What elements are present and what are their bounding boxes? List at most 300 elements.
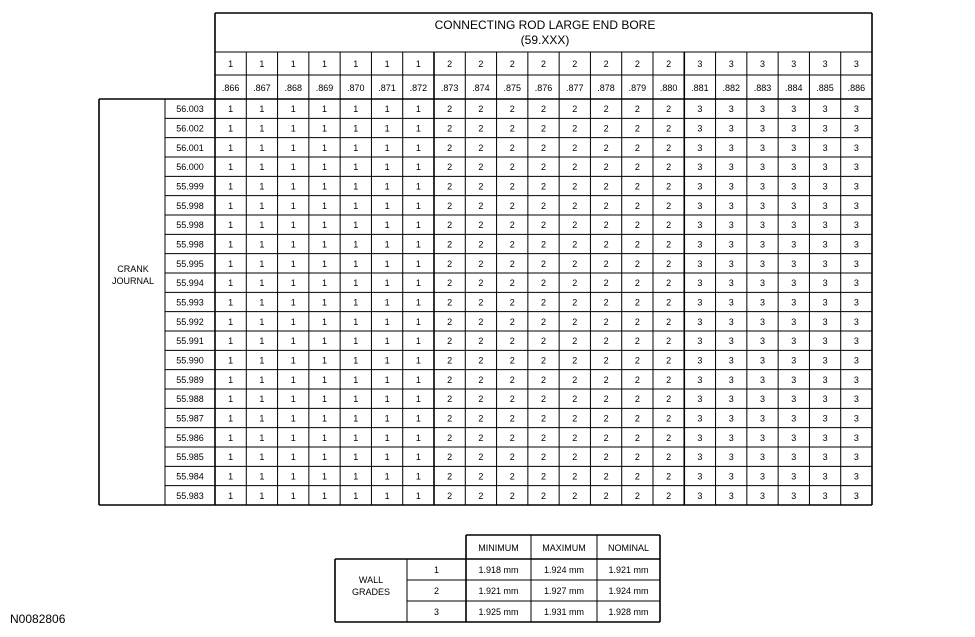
bore-grade-header: 1 (321, 59, 328, 69)
grade-cell: 3 (759, 355, 766, 366)
grade-cell: 3 (822, 142, 828, 153)
grade-cell: 1 (321, 278, 328, 289)
grade-cell: 1 (415, 394, 421, 405)
grade-cell: 2 (478, 355, 484, 366)
bore-value-header: .886 (847, 83, 866, 93)
grade-cell: 3 (697, 471, 703, 482)
grade-cell: 2 (666, 123, 672, 134)
bore-grade-header: 1 (259, 59, 265, 69)
grade-cell: 2 (509, 278, 515, 289)
grade-cell: 2 (666, 374, 672, 385)
grade-cell: 1 (415, 490, 421, 501)
grade-cell: 2 (666, 104, 672, 115)
grade-cell: 3 (697, 278, 703, 289)
grade-cell: 1 (384, 181, 390, 192)
grade-cell: 1 (415, 200, 421, 211)
grade-cell: 3 (697, 336, 703, 347)
grade-cell: 3 (759, 432, 766, 443)
grade-cell: 1 (384, 432, 390, 443)
grade-cell: 1 (384, 104, 390, 115)
grade-cell: 2 (540, 471, 547, 482)
journal-value: 56.001 (176, 142, 204, 153)
grade-cell: 1 (228, 181, 234, 192)
grade-cell: 2 (478, 258, 484, 269)
grade-cell: 1 (353, 258, 359, 269)
grade-cell: 3 (697, 123, 703, 134)
wall-min: 1.925 mm (478, 607, 519, 617)
table-title: CONNECTING ROD LARGE END BORE (434, 18, 656, 32)
grade-cell: 1 (259, 452, 265, 463)
grade-cell: 2 (603, 452, 609, 463)
wall-min: 1.918 mm (478, 565, 519, 575)
grade-cell: 3 (822, 239, 828, 250)
journal-value: 55.988 (176, 394, 204, 405)
grade-cell: 1 (384, 355, 390, 366)
grade-cell: 1 (321, 200, 328, 211)
grade-cell: 2 (666, 394, 672, 405)
grade-cell: 1 (415, 239, 421, 250)
grade-cell: 3 (822, 297, 828, 308)
grade-cell: 3 (697, 258, 703, 269)
grade-cell: 2 (666, 220, 672, 231)
grade-cell: 3 (791, 452, 797, 463)
grade-cell: 2 (634, 239, 640, 250)
grade-cell: 2 (634, 355, 640, 366)
grade-cell: 2 (509, 336, 515, 347)
grade-cell: 1 (228, 297, 234, 308)
grade-cell: 2 (447, 258, 453, 269)
journal-label: JOURNAL (111, 276, 155, 286)
grade-cell: 3 (728, 200, 734, 211)
grade-cell: 2 (666, 490, 672, 501)
grade-cell: 3 (822, 278, 828, 289)
grade-cell: 2 (634, 452, 640, 463)
grade-cell: 1 (353, 142, 359, 153)
grade-cell: 1 (321, 336, 328, 347)
table-subtitle: (59.XXX) (520, 33, 570, 47)
grade-cell: 3 (759, 258, 766, 269)
grade-cell: 1 (259, 432, 265, 443)
grade-cell: 3 (728, 394, 734, 405)
grade-cell: 3 (853, 142, 859, 153)
grade-cell: 3 (853, 239, 859, 250)
grade-cell: 3 (759, 162, 766, 173)
grade-cell: 2 (572, 181, 578, 192)
grade-cell: 3 (759, 452, 766, 463)
grade-cell: 2 (666, 432, 672, 443)
grade-cell: 1 (290, 142, 296, 153)
grade-cell: 1 (290, 413, 296, 424)
grade-cell: 3 (697, 104, 703, 115)
grade-cell: 2 (634, 104, 640, 115)
grade-cell: 3 (822, 258, 828, 269)
grade-cell: 1 (228, 123, 234, 134)
journal-value: 55.991 (176, 336, 204, 347)
grade-cell: 1 (228, 336, 234, 347)
grade-cell: 3 (759, 142, 766, 153)
grade-cell: 3 (697, 490, 703, 501)
grade-cell: 1 (259, 123, 265, 134)
grade-cell: 1 (353, 316, 359, 327)
grade-cell: 2 (540, 490, 547, 501)
grade-cell: 1 (415, 104, 421, 115)
grade-cell: 3 (791, 200, 797, 211)
bore-value-header: .872 (409, 83, 428, 93)
grade-cell: 1 (259, 471, 265, 482)
grade-cell: 2 (572, 278, 578, 289)
grade-cell: 2 (572, 336, 578, 347)
journal-value: 55.984 (176, 471, 204, 482)
grade-cell: 2 (603, 297, 609, 308)
bore-grade-header: 2 (540, 59, 547, 69)
grade-cell: 3 (853, 452, 859, 463)
grade-cell: 2 (478, 297, 484, 308)
grade-cell: 2 (447, 336, 453, 347)
grade-cell: 3 (728, 278, 734, 289)
grade-cell: 1 (228, 142, 234, 153)
grade-cell: 1 (415, 316, 421, 327)
grade-cell: 1 (353, 239, 359, 250)
grade-cell: 2 (540, 162, 547, 173)
grade-cell: 3 (728, 220, 734, 231)
bore-grade-header: 2 (634, 59, 640, 69)
grade-cell: 3 (853, 355, 859, 366)
grade-cell: 2 (603, 374, 609, 385)
grade-cell: 2 (572, 200, 578, 211)
grade-cell: 2 (540, 142, 547, 153)
grade-cell: 2 (540, 278, 547, 289)
grade-cell: 1 (228, 278, 234, 289)
grade-cell: 3 (822, 104, 828, 115)
wall-header: MINIMUM (478, 543, 519, 553)
journal-value: 55.989 (176, 374, 204, 385)
grade-cell: 1 (259, 297, 265, 308)
journal-value: 55.992 (176, 316, 204, 327)
journal-value: 55.994 (176, 278, 204, 289)
grade-cell: 1 (384, 200, 390, 211)
grade-cell: 3 (728, 413, 734, 424)
grade-cell: 2 (478, 316, 484, 327)
bore-value-header: .881 (691, 83, 709, 93)
bore-value-header: .866 (221, 83, 240, 93)
grade-cell: 1 (353, 452, 359, 463)
grade-cell: 2 (478, 200, 484, 211)
grade-cell: 1 (415, 471, 421, 482)
bore-grade-header: 3 (791, 59, 797, 69)
grade-cell: 3 (853, 297, 859, 308)
grade-cell: 2 (634, 394, 640, 405)
grade-cell: 3 (697, 200, 703, 211)
bore-grade-header: 1 (415, 59, 421, 69)
grade-cell: 3 (822, 394, 828, 405)
grade-cell: 3 (697, 452, 703, 463)
grade-cell: 3 (791, 374, 797, 385)
bore-value-header: .878 (597, 83, 615, 93)
grade-cell: 2 (666, 200, 672, 211)
grade-cell: 1 (228, 316, 234, 327)
grade-cell: 2 (603, 104, 609, 115)
grade-cell: 1 (290, 490, 296, 501)
bore-value-header: .883 (753, 83, 772, 93)
grade-cell: 2 (447, 200, 453, 211)
grade-cell: 3 (791, 336, 797, 347)
grade-cell: 3 (759, 394, 766, 405)
bore-value-header: .870 (347, 83, 365, 93)
grade-cell: 1 (321, 239, 328, 250)
grade-cell: 2 (540, 413, 547, 424)
grade-cell: 1 (353, 200, 359, 211)
grade-cell: 2 (540, 316, 547, 327)
wall-grade: 2 (433, 586, 440, 596)
grid-cells (176, 59, 865, 501)
grade-cell: 3 (728, 336, 734, 347)
journal-value: 55.983 (176, 490, 204, 501)
grade-cell: 2 (447, 432, 453, 443)
grade-cell: 3 (822, 471, 828, 482)
grade-cell: 2 (572, 471, 578, 482)
bore-value-header: .868 (284, 83, 302, 93)
bore-grade-header: 1 (353, 59, 359, 69)
grade-cell: 2 (572, 413, 578, 424)
journal-value: 56.000 (176, 162, 204, 173)
grade-cell: 3 (853, 200, 859, 211)
grade-cell: 2 (447, 374, 453, 385)
grade-cell: 2 (447, 162, 453, 173)
grade-cell: 1 (353, 181, 359, 192)
bore-value-header: .867 (253, 83, 271, 93)
grade-cell: 1 (321, 297, 328, 308)
grade-cell: 2 (509, 471, 515, 482)
grade-cell: 3 (822, 374, 828, 385)
grade-cell: 3 (759, 490, 766, 501)
grade-cell: 3 (759, 220, 766, 231)
grade-cell: 2 (509, 490, 515, 501)
grade-cell: 1 (415, 374, 421, 385)
grade-cell: 2 (634, 432, 640, 443)
grade-cell: 2 (447, 104, 453, 115)
grade-cell: 1 (415, 278, 421, 289)
grade-cell: 1 (353, 123, 359, 134)
grade-cell: 3 (697, 297, 703, 308)
grade-cell: 3 (853, 220, 859, 231)
grade-cell: 3 (822, 162, 828, 173)
grade-cell: 3 (791, 220, 797, 231)
grade-cell: 2 (447, 490, 453, 501)
grade-cell: 2 (572, 452, 578, 463)
grade-cell: 3 (791, 432, 797, 443)
grade-cell: 2 (634, 123, 640, 134)
grade-cell: 1 (384, 336, 390, 347)
grade-cell: 3 (791, 239, 797, 250)
grade-cell: 3 (728, 142, 734, 153)
grade-cell: 2 (540, 297, 547, 308)
grade-cell: 2 (666, 258, 672, 269)
grade-cell: 2 (478, 220, 484, 231)
journal-value: 56.002 (176, 123, 204, 134)
grade-cell: 3 (791, 413, 797, 424)
grade-cell: 2 (634, 142, 640, 153)
grade-cell: 1 (228, 394, 234, 405)
grade-cell: 2 (540, 181, 547, 192)
grade-cell: 2 (478, 336, 484, 347)
grade-cell: 2 (478, 394, 484, 405)
grade-cell: 1 (384, 471, 390, 482)
grade-cell: 2 (447, 452, 453, 463)
grade-cell: 2 (509, 297, 515, 308)
grade-cell: 2 (603, 258, 609, 269)
grade-cell: 1 (415, 220, 421, 231)
grade-cell: 3 (853, 394, 859, 405)
grade-cell: 3 (822, 432, 828, 443)
grade-cell: 1 (353, 104, 359, 115)
bore-grade-header: 3 (759, 59, 766, 69)
grade-cell: 3 (759, 374, 766, 385)
bore-value-header: .876 (534, 83, 553, 93)
grade-cell: 3 (759, 413, 766, 424)
grade-cell: 2 (603, 142, 609, 153)
grade-cell: 2 (666, 181, 672, 192)
grade-cell: 3 (697, 162, 703, 173)
grade-cell: 1 (290, 452, 296, 463)
grade-cell: 2 (603, 162, 609, 173)
grade-cell: 3 (728, 374, 734, 385)
grade-cell: 3 (697, 316, 703, 327)
grade-cell: 1 (259, 239, 265, 250)
grade-cell: 3 (822, 200, 828, 211)
grade-cell: 3 (791, 471, 797, 482)
grade-cell: 3 (853, 162, 859, 173)
grade-cell: 3 (728, 355, 734, 366)
grade-cell: 2 (478, 104, 484, 115)
grade-cell: 3 (728, 297, 734, 308)
grade-cell: 3 (697, 220, 703, 231)
grade-cell: 2 (572, 104, 578, 115)
grade-cell: 1 (384, 258, 390, 269)
grade-cell: 1 (259, 200, 265, 211)
grade-cell: 1 (228, 162, 234, 173)
grade-cell: 2 (509, 239, 515, 250)
grade-cell: 2 (634, 471, 640, 482)
grade-cell: 3 (791, 278, 797, 289)
grade-cell: 1 (384, 142, 390, 153)
grade-cell: 1 (384, 239, 390, 250)
grade-cell: 1 (290, 471, 296, 482)
grade-cell: 1 (321, 374, 328, 385)
grade-cell: 2 (478, 374, 484, 385)
grade-cell: 1 (415, 355, 421, 366)
grade-cell: 3 (791, 490, 797, 501)
grade-cell: 1 (321, 162, 328, 173)
grade-cell: 3 (853, 374, 859, 385)
grade-cell: 3 (759, 297, 766, 308)
grade-cell: 1 (290, 336, 296, 347)
grade-cell: 1 (353, 490, 359, 501)
journal-value: 55.999 (176, 181, 204, 192)
bore-value-header: .882 (722, 83, 740, 93)
grade-cell: 2 (540, 355, 547, 366)
grades-label: GRADES (351, 587, 391, 597)
grade-cell: 1 (228, 355, 234, 366)
grade-cell: 1 (290, 239, 296, 250)
grade-cell: 1 (290, 278, 296, 289)
grade-cell: 2 (572, 432, 578, 443)
grade-cell: 1 (259, 316, 265, 327)
grade-cell: 3 (728, 258, 734, 269)
bore-value-header: .877 (566, 83, 584, 93)
grade-cell: 3 (728, 104, 734, 115)
grade-cell: 1 (353, 297, 359, 308)
grade-cell: 2 (509, 374, 515, 385)
grade-cell: 3 (822, 413, 828, 424)
grade-cell: 2 (509, 394, 515, 405)
grade-cell: 1 (228, 490, 234, 501)
wall-label: WALL (358, 575, 384, 585)
grade-cell: 1 (415, 162, 421, 173)
grade-cell: 2 (666, 162, 672, 173)
grade-cell: 3 (791, 104, 797, 115)
bore-value-header: .869 (315, 83, 334, 93)
grade-cell: 3 (791, 355, 797, 366)
journal-value: 55.985 (176, 452, 204, 463)
grade-cell: 3 (822, 336, 828, 347)
grade-cell: 2 (447, 471, 453, 482)
grade-cell: 3 (728, 432, 734, 443)
grade-cell: 1 (321, 413, 328, 424)
grade-cell: 3 (853, 104, 859, 115)
grade-cell: 2 (509, 413, 515, 424)
grade-cell: 2 (603, 123, 609, 134)
grade-cell: 2 (540, 200, 547, 211)
grade-cell: 2 (666, 336, 672, 347)
grade-cell: 3 (791, 181, 797, 192)
bore-grade-header: 3 (728, 59, 734, 69)
grade-cell: 1 (290, 104, 296, 115)
grade-cell: 2 (603, 316, 609, 327)
grade-cell: 2 (634, 258, 640, 269)
grade-cell: 2 (509, 142, 515, 153)
grade-cell: 2 (447, 394, 453, 405)
grade-cell: 2 (603, 336, 609, 347)
grade-cell: 3 (853, 258, 859, 269)
grade-cell: 2 (509, 104, 515, 115)
grade-cell: 1 (290, 316, 296, 327)
grade-cell: 1 (415, 297, 421, 308)
grade-cell: 3 (759, 278, 766, 289)
grade-cell: 2 (572, 374, 578, 385)
grade-cell: 1 (290, 162, 296, 173)
grade-cell: 2 (509, 452, 515, 463)
grade-cell: 1 (384, 162, 390, 173)
grade-cell: 2 (540, 432, 547, 443)
grade-cell: 3 (853, 490, 859, 501)
grade-cell: 1 (353, 336, 359, 347)
grade-cell: 1 (415, 432, 421, 443)
grade-cell: 2 (634, 278, 640, 289)
grade-cell: 3 (791, 258, 797, 269)
grade-cell: 1 (259, 220, 265, 231)
bore-grade-header: 3 (697, 59, 703, 69)
grade-cell: 2 (509, 220, 515, 231)
grade-cell: 3 (759, 104, 766, 115)
wall-nominal: 1.921 mm (608, 565, 649, 575)
bore-value-header: .880 (659, 83, 678, 93)
grade-cell: 1 (290, 297, 296, 308)
grade-cell: 2 (447, 181, 453, 192)
grade-cell: 2 (478, 452, 484, 463)
bore-grade-header: 1 (290, 59, 296, 69)
grade-cell: 2 (478, 413, 484, 424)
grade-cell: 3 (697, 394, 703, 405)
